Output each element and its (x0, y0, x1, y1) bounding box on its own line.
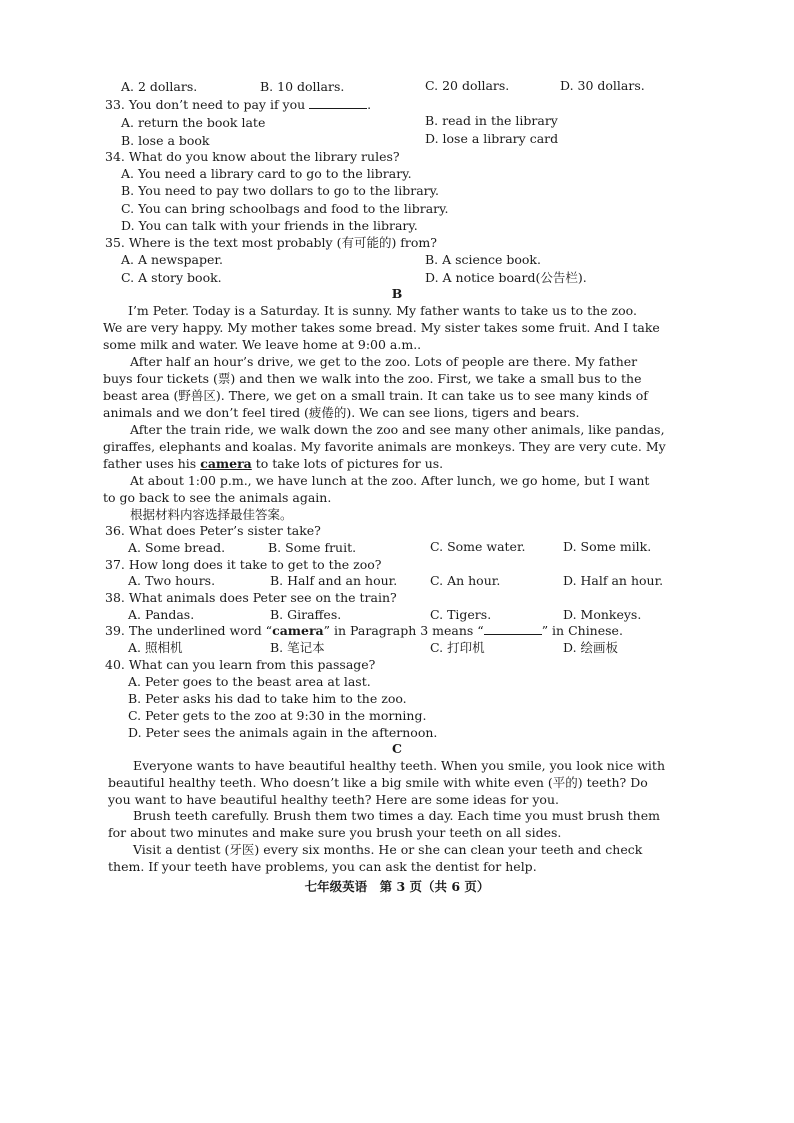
q32-option-c: C. 20 dollars. (425, 78, 510, 93)
q39-stem-text: ” in Chinese. (541, 623, 623, 638)
q40-option-c: C. Peter gets to the zoo at 9:30 in the morning. (128, 708, 427, 723)
q38-option-c: C. Tigers. (430, 607, 492, 622)
passage-c-line: them. If your teeth have problems, you can ask the dentist for help. (108, 859, 537, 874)
q34-option-d: D. You can talk with your friends in the library. (121, 218, 418, 233)
q37-option-a: A. Two hours. (128, 573, 216, 588)
q36-option-a: A. Some bread. (128, 540, 226, 555)
q37-stem: 37. How long does it take to get to the zoo? (105, 557, 382, 572)
q38-option-b: B. Giraffes. (270, 607, 342, 622)
q39-option-a: A. 照相机 (128, 640, 183, 655)
passage-c-line: Visit a dentist (牙医) every six months. He or she can clean your teeth and check (133, 842, 643, 857)
q36-option-d: D. Some milk. (563, 539, 652, 554)
section-c-heading: C (392, 741, 402, 756)
passage-b-line: some milk and water. We leave home at 9:00 a.m.. (103, 337, 422, 352)
passage-b-line: At about 1:00 p.m., we have lunch at the zoo. After lunch, we go home, but I want (130, 473, 650, 488)
q37-option-d: D. Half an hour. (563, 573, 664, 588)
q38-option-a: A. Pandas. (128, 607, 195, 622)
underlined-keyword: camera (200, 456, 252, 471)
q34-option-b: B. You need to pay two dollars to go to the library. (121, 183, 440, 198)
q38-option-d: D. Monkeys. (563, 607, 642, 622)
passage-c-line: for about two minutes and make sure you brush your teeth on all sides. (108, 825, 562, 840)
q32-option-d: D. 30 dollars. (560, 78, 645, 93)
q40-option-a: A. Peter goes to the beast area at last. (128, 674, 371, 689)
passage-b-text: to take lots of pictures for us. (255, 456, 444, 471)
passage-b-line: giraffes, elephants and koalas. My favorite animals are monkeys. They are very cute. My (103, 439, 666, 454)
q35-option-d: D. A notice board(公告栏). (425, 270, 587, 285)
q34-stem: 34. What do you know about the library rules? (105, 149, 400, 164)
section-b-heading: B (391, 286, 403, 301)
instruction-text: 根据材料内容选择最佳答案。 (130, 507, 293, 522)
q37-option-c: C. An hour. (430, 573, 501, 588)
q33-blank (309, 96, 367, 109)
q32-option-b: B. 10 dollars. (260, 79, 345, 94)
q33-stem-text: 33. You don’t need to pay if you (105, 97, 306, 112)
q33-option-d: D. lose a library card (425, 131, 559, 146)
passage-b-text: father uses his (103, 456, 197, 471)
q33-stem-end: . (367, 97, 372, 112)
q36-option-b: B. Some fruit. (268, 540, 357, 555)
q33-option-a: A. return the book late (121, 115, 266, 130)
passage-b-line: I’m Peter. Today is a Saturday. It is sunny. My father wants to take us to the zoo. (128, 303, 637, 318)
q36-stem: 36. What does Peter’s sister take? (105, 523, 321, 538)
q39-blank (484, 622, 542, 635)
q36-option-c: C. Some water. (430, 539, 526, 554)
q40-option-b: B. Peter asks his dad to take him to the zoo. (128, 691, 407, 706)
passage-c-line: beautiful healthy teeth. Who doesn’t like a big smile with white even (平的) teeth? Do (108, 775, 648, 790)
q34-option-c: C. You can bring schoolbags and food to the library. (121, 201, 449, 216)
q39-option-b: B. 笔记本 (270, 640, 325, 655)
q35-stem: 35. Where is the text most probably (有可能的) from? (105, 235, 437, 250)
passage-b-line: to go back to see the animals again. (103, 490, 332, 505)
q32-option-a: A. 2 dollars. (121, 79, 198, 94)
passage-c-line: Brush teeth carefully. Brush them two times a day. Each time you must brush them (133, 808, 660, 823)
q35-option-b: B. A science book. (425, 252, 541, 267)
q39-stem-text: ” in Paragraph 3 means “ (323, 623, 484, 638)
passage-b-line (103, 455, 443, 472)
q33-option-c: B. lose a book (121, 133, 210, 148)
q39-option-d: D. 绘画板 (563, 640, 619, 655)
q33-stem (105, 96, 371, 113)
passage-c-line: Everyone wants to have beautiful healthy teeth. When you smile, you look nice with (133, 758, 665, 773)
q38-stem: 38. What animals does Peter see on the train? (105, 590, 397, 605)
page-footer: 七年级英语 第 3 页（共 6 页） (304, 879, 490, 894)
q39-option-c: C. 打印机 (430, 640, 485, 655)
q35-option-a: A. A newspaper. (121, 252, 223, 267)
q35-option-c: C. A story book. (121, 270, 222, 285)
q39-stem-text: 39. The underlined word “ (105, 623, 273, 638)
q40-option-d: D. Peter sees the animals again in the afternoon. (128, 725, 438, 740)
q40-stem: 40. What can you learn from this passage? (105, 657, 376, 672)
q39-keyword: camera (272, 623, 324, 638)
passage-c-line: you want to have beautiful healthy teeth? Here are some ideas for you. (108, 792, 559, 807)
passage-b-line: We are very happy. My mother takes some bread. My sister takes some fruit. And I take (103, 320, 660, 335)
passage-b-line: After the train ride, we walk down the zoo and see many other animals, like pandas, (130, 422, 665, 437)
q34-option-a: A. You need a library card to go to the library. (121, 166, 412, 181)
passage-b-line: buys four tickets (票) and then we walk into the zoo. First, we take a small bus to the (103, 371, 642, 386)
passage-b-line: animals and we don’t feel tired (疲倦的). We can see lions, tigers and bears. (103, 405, 580, 420)
q33-option-b: B. read in the library (425, 113, 558, 128)
passage-b-line: beast area (野兽区). There, we get on a small train. It can take us to see many kinds of (103, 388, 648, 403)
q39-stem (105, 622, 623, 639)
q37-option-b: B. Half and an hour. (270, 573, 398, 588)
passage-b-line: After half an hour’s drive, we get to the zoo. Lots of people are there. My father (130, 354, 638, 369)
